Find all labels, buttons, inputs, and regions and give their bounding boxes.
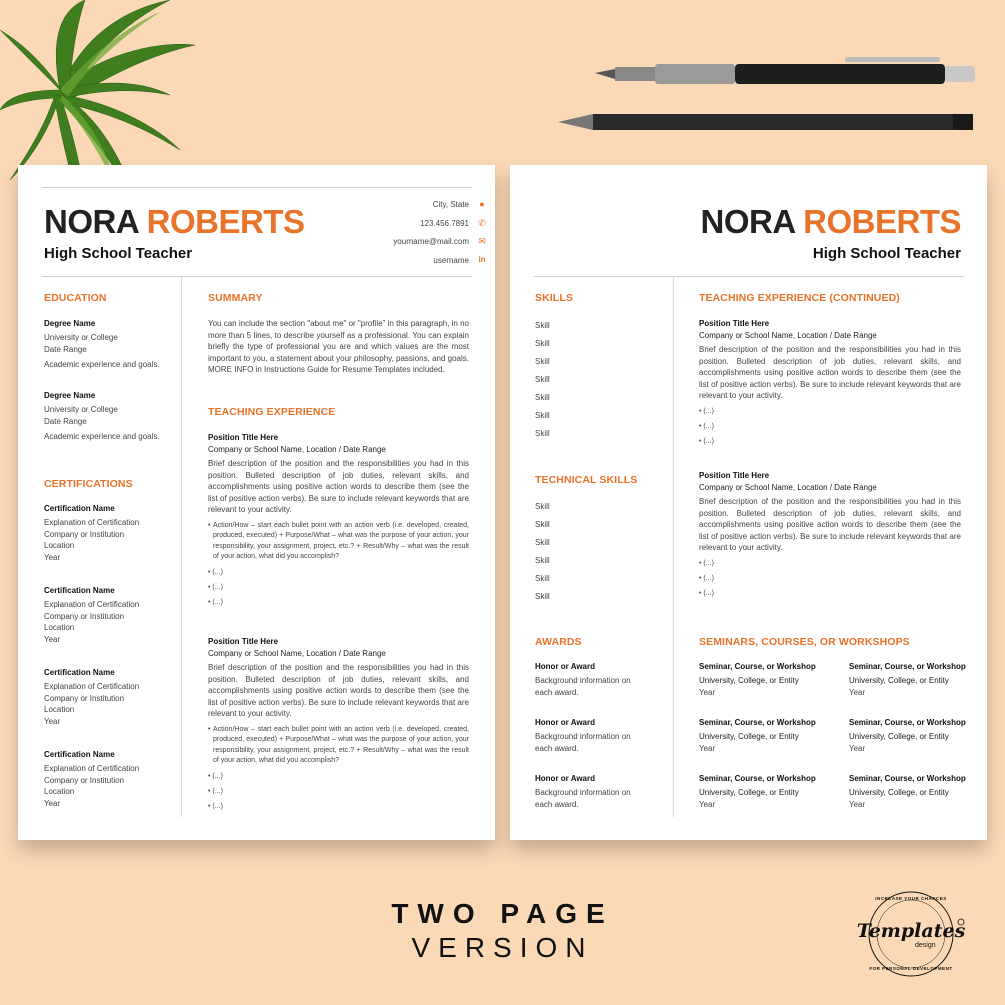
pen-decoration: [595, 55, 980, 95]
experience-entry: Position Title Here Company or School Name, Location / Date Range Brief description of the position and the responsibilities you had in this position. Bulleted description of job duties, relevant skills, and accomplishments using positive action words to describe them (see the list of positive action verbs). Be sure to include relevant keywords that are relevant to your activity. • Action/How – start each bullet point with an action verb (i.e. developed, created, produced, executed) + Purpose/What – what was the purpose of your action, your responsibility, your assignment, project, etc.? + Result/Why – what was the result of your action, what did you accomplish? • (...) • (...) • (...): [208, 433, 469, 606]
skill-item: Skill: [535, 375, 550, 384]
certification-entry: Certification Name Explanation of Certification Company or Institution Location Year: [44, 504, 140, 562]
skill-item: Skill: [535, 429, 550, 438]
experience-entry: Position Title Here Company or School Name, Location / Date Range Brief description of the position and the responsibilities you had in this position. Bulleted description of job duties, relevant skills, and accomplishments using positive action words to describe them (see the list of positive action verbs). Be sure to include relevant keywords that are relevant to your activity. • (...) • (...) • (...): [699, 471, 961, 597]
candidate-name: [44, 205, 304, 238]
education-entry: Degree Name University or College Date Range Academic experience and goals.: [44, 319, 160, 369]
education-heading: EDUCATION: [44, 292, 107, 304]
logo-ring-bottom: FOR PERSONAL DEVELOPMENT: [869, 966, 953, 971]
candidate-name: [701, 205, 961, 238]
pencil-decoration: [558, 108, 978, 138]
skills-list: [535, 320, 550, 446]
certifications-heading: CERTIFICATIONS: [44, 478, 133, 490]
location-pin-icon: ●: [479, 199, 485, 209]
bullet-item: • (...): [699, 589, 714, 597]
certification-entry: Certification Name Explanation of Certification Company or Institution Location Year: [44, 668, 140, 726]
bullet-item: • (...): [208, 802, 223, 810]
technical-skills-list: [535, 501, 550, 609]
awards-heading: AWARDS: [535, 636, 582, 648]
experience-entry: Position Title Here Company or School Name, Location / Date Range Brief description of the position and the responsibilities you had in this position. Bulleted description of job duties, relevant skills, and accomplishments using positive action words to describe them (see the list of positive action verbs). Be sure to include relevant keywords that are relevant to your activity. • Action/How – start each bullet point with an action verb (i.e. developed, created, produced, executed) + Purpose/What – what was the purpose of your action, your responsibility, your assignment, project, etc.? + Result/Why – what was the result of your action, what did you accomplish? • (...) • (...) • (...): [208, 637, 469, 810]
summary-heading: SUMMARY: [208, 292, 263, 304]
resume-page-1: [18, 165, 495, 840]
skill-item: Skill: [535, 321, 550, 330]
bullet-item: • (...): [699, 407, 714, 415]
bullet-item: • (...): [208, 787, 223, 795]
bullet-item: • (...): [208, 583, 223, 591]
bullet-item: • (...): [699, 422, 714, 430]
templates-design-logo: [855, 888, 967, 980]
email-icon: ✉: [478, 236, 486, 246]
name-first: NORA: [700, 203, 795, 240]
job-title: High School Teacher: [812, 245, 961, 262]
bullet-item: • (...): [208, 772, 223, 780]
contact-location: City, State ●: [433, 200, 469, 209]
skill-item: Skill: [535, 411, 550, 420]
contact-social: username in: [433, 255, 486, 265]
logo-sub: design: [915, 942, 936, 949]
seminar-entry: Seminar, Course, or Workshop University, College, or Entity Year: [699, 718, 816, 753]
experience-heading: TEACHING EXPERIENCE: [208, 406, 336, 418]
logo-ring-top: INCREASE YOUR CHANCES: [875, 896, 947, 901]
phone-icon: ✆: [478, 218, 486, 228]
column-divider: [673, 277, 674, 817]
seminar-entry: Seminar, Course, or Workshop University, College, or Entity Year: [699, 774, 816, 809]
seminar-entry: Seminar, Course, or Workshop University, College, or Entity Year: [849, 774, 966, 809]
skill-item: Skill: [535, 357, 550, 366]
seminar-entry: Seminar, Course, or Workshop University, College, or Entity Year: [849, 718, 966, 753]
linkedin-icon: in: [478, 255, 486, 264]
column-divider: [181, 277, 182, 817]
seminars-heading: SEMINARS, COURSES, OR WORKSHOPS: [699, 636, 910, 648]
bullet-item: • (...): [208, 598, 223, 606]
experience-continued-heading: TEACHING EXPERIENCE (CONTINUED): [699, 292, 900, 304]
name-last: ROBERTS: [146, 203, 305, 240]
skill-item: Skill: [535, 538, 550, 547]
logo-brand: Templates: [856, 920, 966, 942]
summary-text: You can include the section "about me" or "profile" in this paragraph, in no more than 5 lines, to describe yourself as a professional. You can explain briefly the type of professional you are and which values are the most important to you, a statement about your philosophy, passions, and goals. MORE INFO in Instructions Guide for Resume Templates included.: [208, 319, 470, 374]
award-entry: Honor or Award Background information on each award.: [535, 662, 631, 697]
seminar-entry: Seminar, Course, or Workshop University, College, or Entity Year: [699, 662, 816, 697]
header-bottom-rule: [534, 276, 964, 277]
name-last: ROBERTS: [803, 203, 961, 240]
skill-item: Skill: [535, 556, 550, 565]
job-title: High School Teacher: [44, 245, 193, 262]
experience-entry: Position Title Here Company or School Name, Location / Date Range Brief description of the position and the responsibilities you had in this position. Bulleted description of job duties, relevant skills, and accomplishments using positive action words to describe them (see the list of positive action verbs). Be sure to include relevant keywords that are relevant to your activity. • (...) • (...) • (...): [699, 319, 961, 445]
bullet-item: • (...): [699, 559, 714, 567]
resume-page-2: [510, 165, 987, 840]
skill-item: Skill: [535, 592, 550, 601]
caption-line-2: VERSION: [411, 932, 594, 963]
header-top-rule: [42, 187, 472, 188]
certification-entry: Certification Name Explanation of Certification Company or Institution Location Year: [44, 586, 140, 644]
skill-item: Skill: [535, 339, 550, 348]
bullet-item: • Action/How – start each bullet point with an action verb (i.e. developed, created, produced, executed) + Purpose/What – what was the purpose of your action, your responsibility, your assignment, project, etc.? + Result/Why – what was the result of your action, what did you accomplish?: [208, 725, 469, 764]
name-first: NORA: [44, 203, 138, 240]
seminar-entry: Seminar, Course, or Workshop University, College, or Entity Year: [849, 662, 966, 697]
contact-email: yourname@mail.com ✉: [393, 236, 486, 246]
caption-line-1: TWO PAGE: [391, 898, 614, 929]
award-entry: Honor or Award Background information on each award.: [535, 718, 631, 753]
header-bottom-rule: [42, 276, 472, 277]
skill-item: Skill: [535, 574, 550, 583]
contact-phone: 123.456.7891 ✆: [420, 218, 486, 228]
bullet-item: • (...): [208, 568, 223, 576]
technical-skills-heading: TECHNICAL SKILLS: [535, 474, 638, 486]
bullet-item: • Action/How – start each bullet point with an action verb (i.e. developed, created, produced, executed) + Purpose/What – what was the purpose of your action, your responsibility, your assignment, project, etc.? + Result/Why – what was the result of your action, what did you accomplish?: [208, 521, 469, 560]
skill-item: Skill: [535, 520, 550, 529]
education-entry: Degree Name University or College Date Range Academic experience and goals.: [44, 391, 160, 441]
bullet-item: • (...): [699, 437, 714, 445]
award-entry: Honor or Award Background information on each award.: [535, 774, 631, 809]
bullet-item: • (...): [699, 574, 714, 582]
certification-entry: Certification Name Explanation of Certification Company or Institution Location Year: [44, 750, 140, 808]
skills-heading: SKILLS: [535, 292, 573, 304]
skill-item: Skill: [535, 393, 550, 402]
skill-item: Skill: [535, 502, 550, 511]
